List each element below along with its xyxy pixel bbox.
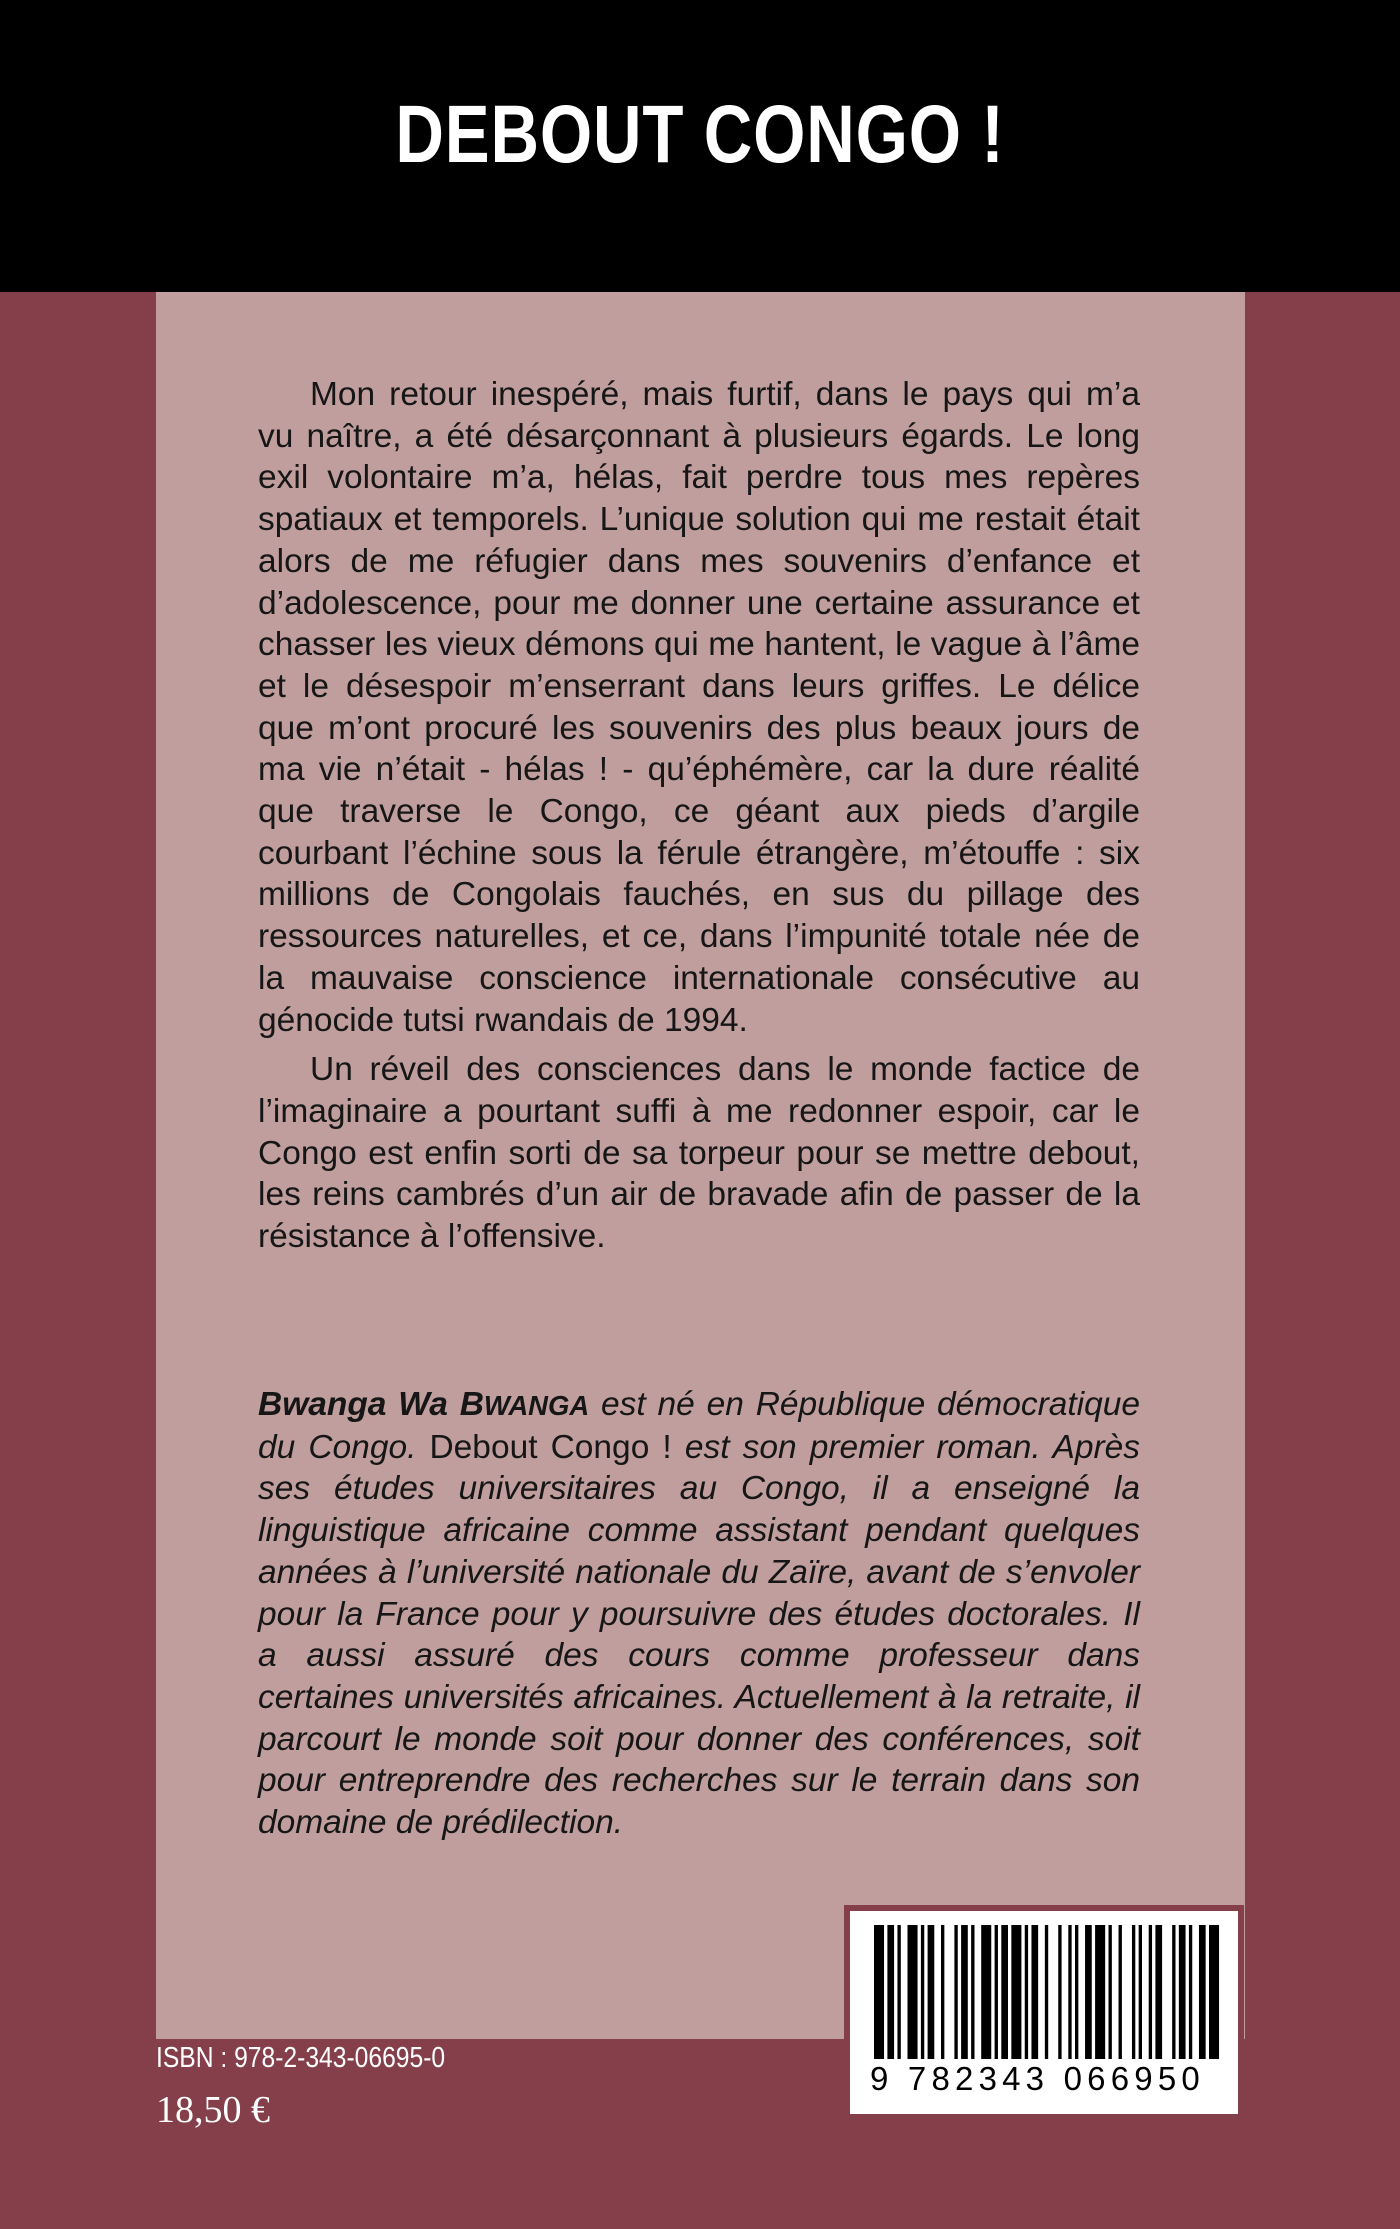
back-cover-blurb (258, 374, 1140, 1266)
barcode-bar (1011, 1925, 1021, 2075)
barcode-bars (870, 1925, 1226, 2075)
barcode-bar (887, 1925, 894, 2075)
barcode-bar (954, 1925, 957, 2075)
barcode-bar (1025, 1925, 1028, 2075)
isbn-barcode (844, 1905, 1244, 2120)
barcode-bar (1045, 1925, 1048, 2075)
author-bio-paragraph (258, 1384, 1140, 1844)
blurb-paragraph-1: Mon retour inespéré, mais furtif, dans le pays qui m’a vu naître, a été désarçonnant à plusieurs égards. Le long exil volontaire m’a, hélas, fait perdre tous mes repères spatiaux et temporels. L’unique solution qui me restait était alors de me réfugier dans mes souvenirs d’enfance et d’adolescence, pour me donner une certaine assurance et chasser les vieux démons qui me hantent, le vague à l’âme et le désespoir m’enserrant dans leurs griffes. Le délice que m’ont procuré les souvenirs des plus beaux jours de ma vie n’était - hélas ! - qu’éphémère, car la dure réalité que traverse le Congo, ce géant aux pieds d’argile courbant l’échine sous la férule étrangère, m’étouffe : six millions de Congolais fauchés, en sus du pillage des ressources naturelles, et ce, dans l’impunité totale née de la mauvaise conscience internationale consécutive au génocide tutsi rwandais de 1994. (258, 376, 1140, 1039)
barcode-bar (1149, 1925, 1152, 2075)
barcode-bar (1155, 1925, 1162, 2075)
barcode-digits: 9 782343 066950 (868, 2059, 1230, 2099)
barcode-bar (908, 1925, 918, 2075)
barcode-bar (928, 1925, 935, 2075)
bio-text-2: est son premier roman. Après ses études universitaires au Congo, il a enseigné la linguistique africaine comme assistant pendant quelques années à l’université nationale du Zaïre, avant de s’envoler pour la France pour y poursuivre des études doctorales. Il a aussi assuré des cours comme professeur dans certaines universités africaines. Actuellement à la retraite, il parcourt le monde soit pour donner des conférences, soit pour entreprendre des recherches sur le terrain dans son domaine de prédilection. (258, 1428, 1140, 1842)
bio-book-title: Debout Congo ! (429, 1428, 672, 1466)
barcode-bar (1139, 1925, 1142, 2075)
barcode-bar (995, 1925, 998, 2075)
author-bio (258, 1384, 1140, 1844)
barcode-bar (1179, 1925, 1186, 2075)
barcode-bar (961, 1925, 968, 2075)
barcode-bar (1132, 1925, 1135, 2075)
author-name-first: Bwanga Wa B (258, 1386, 484, 1423)
barcode-bar (981, 1925, 991, 2075)
barcode-bar (1058, 1925, 1061, 2075)
barcode-bar (1119, 1925, 1122, 2075)
barcode-bar (1031, 1925, 1038, 2075)
isbn-number: ISBN : 978-2-343-06695-0 (156, 2042, 446, 2074)
barcode-bar (941, 1925, 944, 2075)
barcode-bar (1109, 1925, 1112, 2075)
barcode-bar (1172, 1925, 1175, 2075)
barcode-bar (874, 1925, 884, 2075)
barcode-bar (921, 1925, 924, 2075)
barcode-bar (1075, 1925, 1078, 2075)
book-title: DEBOUT CONGO ! (395, 89, 1005, 180)
barcode-bar (1095, 1925, 1105, 2075)
barcode-bar (1085, 1925, 1092, 2075)
barcode-bar (1001, 1925, 1008, 2075)
barcode-bar (1199, 1925, 1206, 2075)
barcode-bar (897, 1925, 900, 2075)
blurb-paragraph-2: Un réveil des consciences dans le monde factice de l’imaginaire a pourtant suffi à me redonner espoir, car le Congo est enfin sorti de sa torpeur pour se mettre debout, les reins cambrés d’un air de bravade afin de passer de la résistance à l’offensive. (258, 1051, 1140, 1256)
price: 18,50 € (156, 2089, 270, 2131)
barcode-bar (1189, 1925, 1192, 2075)
barcode-bar (1209, 1925, 1219, 2075)
bio-text-1: est né en République démocratique du Congo. (258, 1386, 1140, 1466)
barcode-bar (971, 1925, 974, 2075)
author-name-last: WANGA (483, 1390, 590, 1421)
barcode-bar (1068, 1925, 1071, 2075)
